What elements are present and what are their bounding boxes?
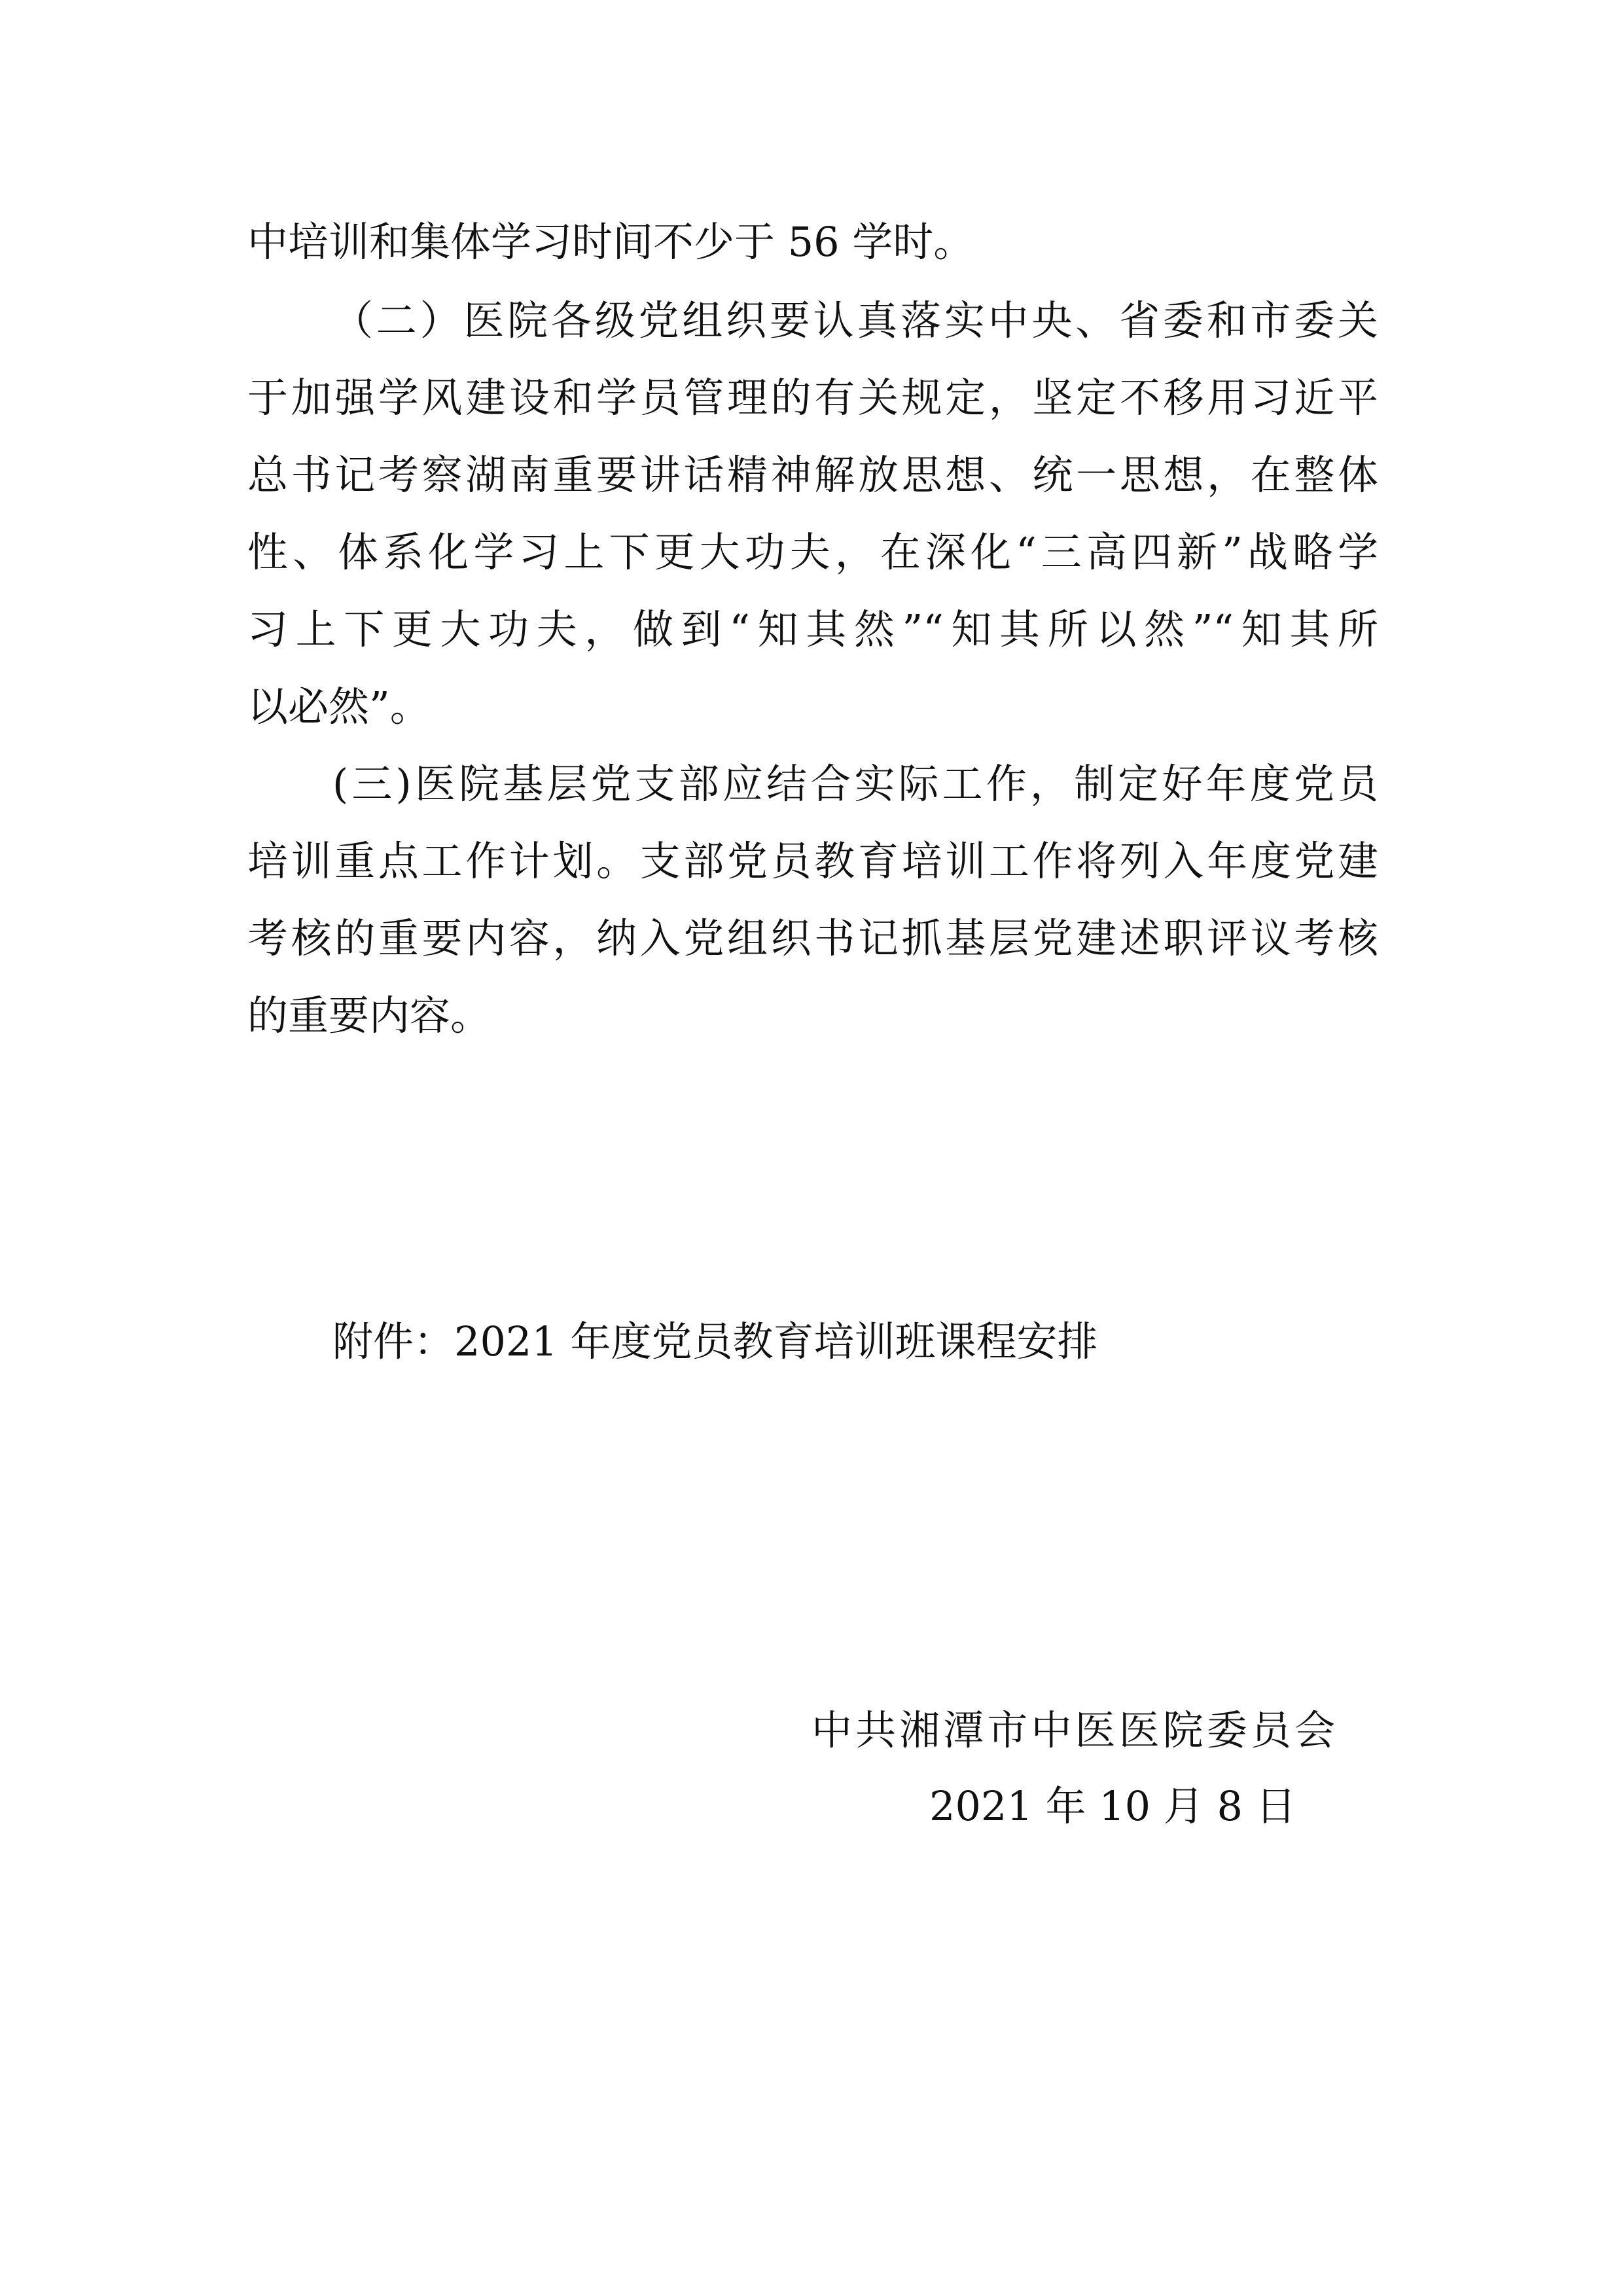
paragraph-3-line-3: 考核的重要内容，纳入党组织书记抓基层党建述职评议考核 bbox=[247, 914, 1378, 962]
paragraph-3-line-4: 的重要内容。 bbox=[247, 992, 491, 1039]
signature-organization: 中共湘潭市中医医院委员会 bbox=[812, 1706, 1335, 1754]
paragraph-1-line-1: 中培训和集体学习时间不少于 56 学时。 bbox=[247, 218, 974, 266]
signature-date: 2021 年 10 月 8 日 bbox=[929, 1782, 1296, 1830]
paragraph-2-line-6: 以必然”。 bbox=[247, 683, 431, 730]
paragraph-2-line-2: 于加强学风建设和学员管理的有关规定，坚定不移用习近平 bbox=[247, 374, 1378, 422]
paragraph-2-line-5: 习上下更大功夫，做到“知其然”“知其所以然”“知其所 bbox=[247, 605, 1378, 653]
paragraph-2-line-3: 总书记考察湖南重要讲话精神解放思想、统一思想，在整体 bbox=[247, 451, 1378, 499]
attachment-note: 附件：2021 年度党员教育培训班课程安排 bbox=[332, 1318, 1098, 1365]
paragraph-2-line-4: 性、体系化学习上下更大功夫，在深化“三高四新”战略学 bbox=[247, 528, 1378, 576]
paragraph-2-line-1: （二）医院各级党组织要认真落实中央、省委和市委关 bbox=[332, 296, 1378, 344]
paragraph-3-line-2: 培训重点工作计划。支部党员教育培训工作将列入年度党建 bbox=[247, 837, 1378, 885]
paragraph-3-line-1: (三)医院基层党支部应结合实际工作，制定好年度党员 bbox=[332, 760, 1378, 808]
